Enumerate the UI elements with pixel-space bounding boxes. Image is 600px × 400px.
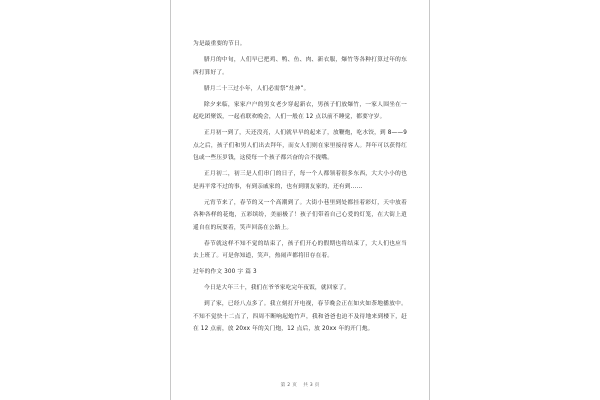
- total-label: 共: [303, 383, 308, 388]
- paragraph: 腊月的中旬，人们早已把鸡、鸭、鱼、肉、新衣服，爆竹等各种打算过年的东西打算好了。: [193, 57, 407, 76]
- section-heading: 过年的作文 300 字 篇 3: [193, 269, 257, 275]
- paragraph: 今日是大年三十，我们在爷爷家吃完年夜饭，就回家了。: [204, 285, 350, 291]
- paragraph: 腊月二十三过小年，人们必需祭“灶神”。: [204, 85, 310, 92]
- paragraph: 正月初一到了，天还没亮，人们就早早的起来了，放鞭炮，吃水饺，到 8——9 点之后，孩子们和男人们出去拜年，而女人们则在家里接待客人。拜年可以获得红包或一些压岁钱，这使每一个孩子都兴奋的合不拢嘴。: [193, 130, 407, 161]
- document-page: [170, 0, 430, 400]
- paragraph: 元宵节来了，春节的又一个高潮到了。大街小巷里到处都挂着彩灯，天中放着各种各样的花炮，五彩缤纷，美丽极了！孩子们带着自己心爱的灯笼，在大街上逍遥自在的玩耍着，笑声回荡在公路上。: [193, 199, 407, 231]
- paragraph: 春节就这样不知不觉的结束了，孩子们开心的假期也将结束了，大人们也应当去上班了。可是你知道，笑声，热闹声都将旧存在着。: [193, 240, 407, 259]
- page-footer: [171, 383, 429, 389]
- page-unit: 页: [292, 383, 297, 388]
- total-pages: 3: [309, 383, 313, 388]
- page-number: 2: [287, 383, 291, 388]
- paragraph: 除夕来临，家家户户的男女老少穿起新衣，男孩子们放爆竹，一家人围坐在一起吃团聚饭，一起看联欢晚会，人们一般在 12 点以前不睡觉，都要守岁。: [193, 101, 407, 120]
- document-body: [193, 38, 407, 336]
- total-unit: 页: [314, 383, 320, 388]
- paragraph: 正月初二，初三是人们串门的日子，每一个人都领着很多东西，大大小小的也是再平常不过的事，有到亲戚家的，也有到朋友家的，还有到……: [193, 171, 407, 190]
- paragraph: 为是最重要的节日。: [193, 41, 246, 47]
- paragraph: 到了家，已经八点多了。我立刻打开电视，春节晚会正在如火如荼地播放中。不知不觉快十二点了，四周不断响起炮竹声，我和爸爸也迫不及待地来到楼下，赶在 12 点前，放 20xx 年的关门炮，12 点后，放 20xx 年的开门炮。: [193, 301, 407, 332]
- page-label: 第: [280, 383, 286, 388]
